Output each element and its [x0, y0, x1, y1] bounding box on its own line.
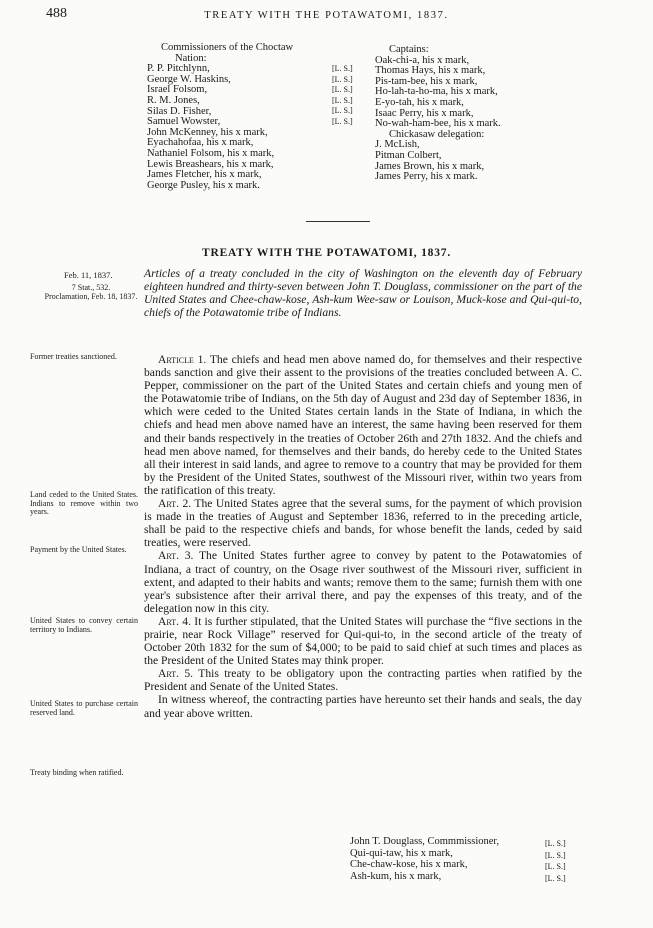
signatory-name: Qui-qui-taw, his x mark, — [350, 847, 453, 859]
seal-mark: [L. S.] — [332, 85, 353, 95]
signatory-name: Isaac Perry, his x mark, — [375, 107, 474, 119]
section-divider — [306, 221, 370, 222]
signatory-name: Oak-chi-a, his x mark, — [375, 54, 470, 66]
margin-note: United States to purchase certain reserved land. — [30, 699, 138, 717]
margin-note: Land ceded to the United States. Indians to remove within two years. — [30, 490, 138, 517]
article-text: The United States agree that the several sums, for the payment of which provision is made in the treaties of August and September 1836, referred to in the preceding article, shall be paid to the respective chiefs and bands, for whose benefit the lands, ceded by said treaties, were reserved. — [144, 497, 582, 550]
seal-column — [332, 64, 353, 128]
signatory-name: E-yo-tah, his x mark, — [375, 96, 464, 108]
date-note: Feb. 11, 1837. — [64, 270, 113, 280]
article-label: Article 1. — [158, 353, 207, 366]
article-text: The chiefs and head men above named do, for themselves and their respective bands sanction and give their assent to the provisions of the treaties concluded between A. C. Pepper, commissioner on the part of the United States and certain chiefs and young men of the Potawatomie tribe of Indians, on the 5th day of August and 23d day of September 1836, in which were ceded to the United States certain lands in the State of Indiana, in which the chiefs and head men above named have an interest, the same having been reserved for them and their bands respectively in the treaties of October 26th and 27th 1832. And the chiefs and head men above named, for themselves and their bands, do hereby cede to the United States all their interest in said lands, and agree to remove to a country that may be provided for them by the President of the United States, southwest of the Missouri river, within two years from the ratification of this treaty. — [144, 353, 583, 497]
choctaw-signatures — [147, 43, 293, 191]
signatory-name: John T. Douglass, Commmissioner, — [350, 836, 500, 847]
running-head: TREATY WITH THE POTAWATOMI, 1837. — [204, 10, 449, 21]
seal-mark: [L. S.] — [332, 64, 353, 73]
signatory-name: Eyachahofaa, his x mark, — [147, 137, 254, 149]
article-text: The United States further agree to convey by patent to the Potawatomies of Indiana, a tract of country, on the Osage river southwest of the Missouri river, sufficient in extent, and adapted to their habits and wants; remove them to the same; furnish them with one year's subsistence after their arrival there, and pay the expenses of this treaty, and of the delegation now in this city. — [144, 549, 583, 615]
signatory-name: Che-chaw-kose, his x mark, — [350, 859, 468, 871]
preamble: Articles of a treaty concluded in the city of Washington on the eleventh day of February eighteen hundred and thirty-seven between John T. Douglass, commissioner on the part of the United States and Chee-chaw-kose, Ash-kum Wee-saw or Louison, Muck-kose and Qui-qui-to, chiefs of the Potawatomie tribe of Indians. — [144, 267, 582, 320]
signatory-name: Nathaniel Folsom, his x mark, — [147, 147, 275, 159]
signatory-name: J. McLish, — [375, 139, 420, 151]
signatory-name: Ho-lah-ta-ho-ma, his x mark, — [375, 86, 498, 98]
article-paragraph — [144, 353, 582, 497]
signatory-name: George Pusley, his x mark. — [147, 179, 260, 191]
article-label: Art. 5. — [158, 667, 194, 681]
seal-mark: [L. S.] — [332, 95, 353, 105]
signatory-name: James Fletcher, his x mark, — [147, 169, 262, 181]
article-paragraph — [144, 667, 582, 693]
article-text: It is further stipulated, that the United States will purchase the “five sections in the prairie, near Rock Village” reserved for Qui-qui-to, in the second article of the treaty of October 20th 1832 for the sum of $4,000; to be paid to said chief at such times and places as the President of the United States may think proper. — [144, 614, 582, 668]
seal-mark: [L. S.] — [545, 850, 566, 860]
signatory-name: No-wah-ham-bee, his x mark. — [375, 118, 501, 130]
seal-mark: [L. S.] — [332, 74, 353, 84]
signatory-name: James Perry, his x mark. — [375, 171, 478, 183]
signatory-name: George W. Haskins, — [147, 73, 231, 85]
statute-ref: 7 Stat., 532. — [71, 283, 111, 292]
signatory-name: John McKenney, his x mark, — [147, 126, 268, 138]
seal-mark: [L. S.] — [332, 106, 353, 116]
closing-signatures — [350, 836, 499, 882]
article-text: This treaty to be obligatory upon the contracting parties when ratified by the President and Senate of the United States. — [144, 667, 582, 694]
seal-mark: [L. S.] — [545, 839, 566, 848]
signatory-name: Thomas Hays, his x mark, — [375, 65, 486, 77]
signatory-name: Samuel Wowster, — [147, 116, 221, 128]
chickasaw-heading: Chickasaw delegation: — [389, 128, 485, 140]
article-label: Art. 2. — [158, 497, 192, 511]
treaty-title: TREATY WITH THE POTAWATOMI, 1837. — [202, 247, 451, 259]
margin-note: Treaty binding when ratified. — [30, 768, 124, 777]
choctaw-heading: Commissioners of the Choctaw — [161, 42, 294, 53]
margin-note: Payment by the United States. — [30, 545, 127, 554]
statute-note — [39, 284, 143, 302]
proclamation-ref: Proclamation, Feb. 18, 1837. — [44, 291, 138, 301]
signatory-name: Israel Folsom, — [147, 84, 208, 96]
closing-seal-column — [545, 838, 566, 884]
captains-heading: Captains: — [389, 44, 429, 55]
captains-signatures — [375, 45, 501, 183]
article-paragraph — [144, 497, 582, 549]
articles-body — [144, 353, 582, 720]
signatory-name: R. M. Jones, — [147, 94, 200, 106]
witness-clause: In witness whereof, the contracting parties have hereunto set their hands and seals, the day and year above written. — [144, 693, 582, 720]
article-paragraph — [144, 615, 582, 667]
article-label: Art. 4. — [158, 614, 191, 628]
seal-mark: [L. S.] — [545, 873, 566, 883]
signatory-name: Pitman Colbert, — [375, 149, 442, 161]
page-number: 488 — [46, 6, 67, 21]
margin-note: Former treaties sanctioned. — [30, 352, 117, 361]
signatory-name: Lewis Breashears, his x mark, — [147, 158, 274, 170]
choctaw-heading-2: Nation: — [175, 52, 207, 64]
signatory-name: James Brown, his x mark, — [375, 160, 485, 172]
seal-mark: [L. S.] — [332, 116, 353, 126]
signatory-name: Pis-tam-bee, his x mark, — [375, 75, 478, 87]
margin-note: United States to convey certain territory to Indians. — [30, 616, 138, 634]
signatory-name: P. P. Pitchlynn, — [147, 63, 210, 75]
article-label: Art. 3. — [158, 549, 194, 563]
article-paragraph — [144, 549, 582, 614]
seal-mark: [L. S.] — [545, 862, 566, 872]
signatory-name: Silas D. Fisher, — [147, 105, 212, 117]
signatory-name: Ash-kum, his x mark, — [350, 870, 442, 882]
